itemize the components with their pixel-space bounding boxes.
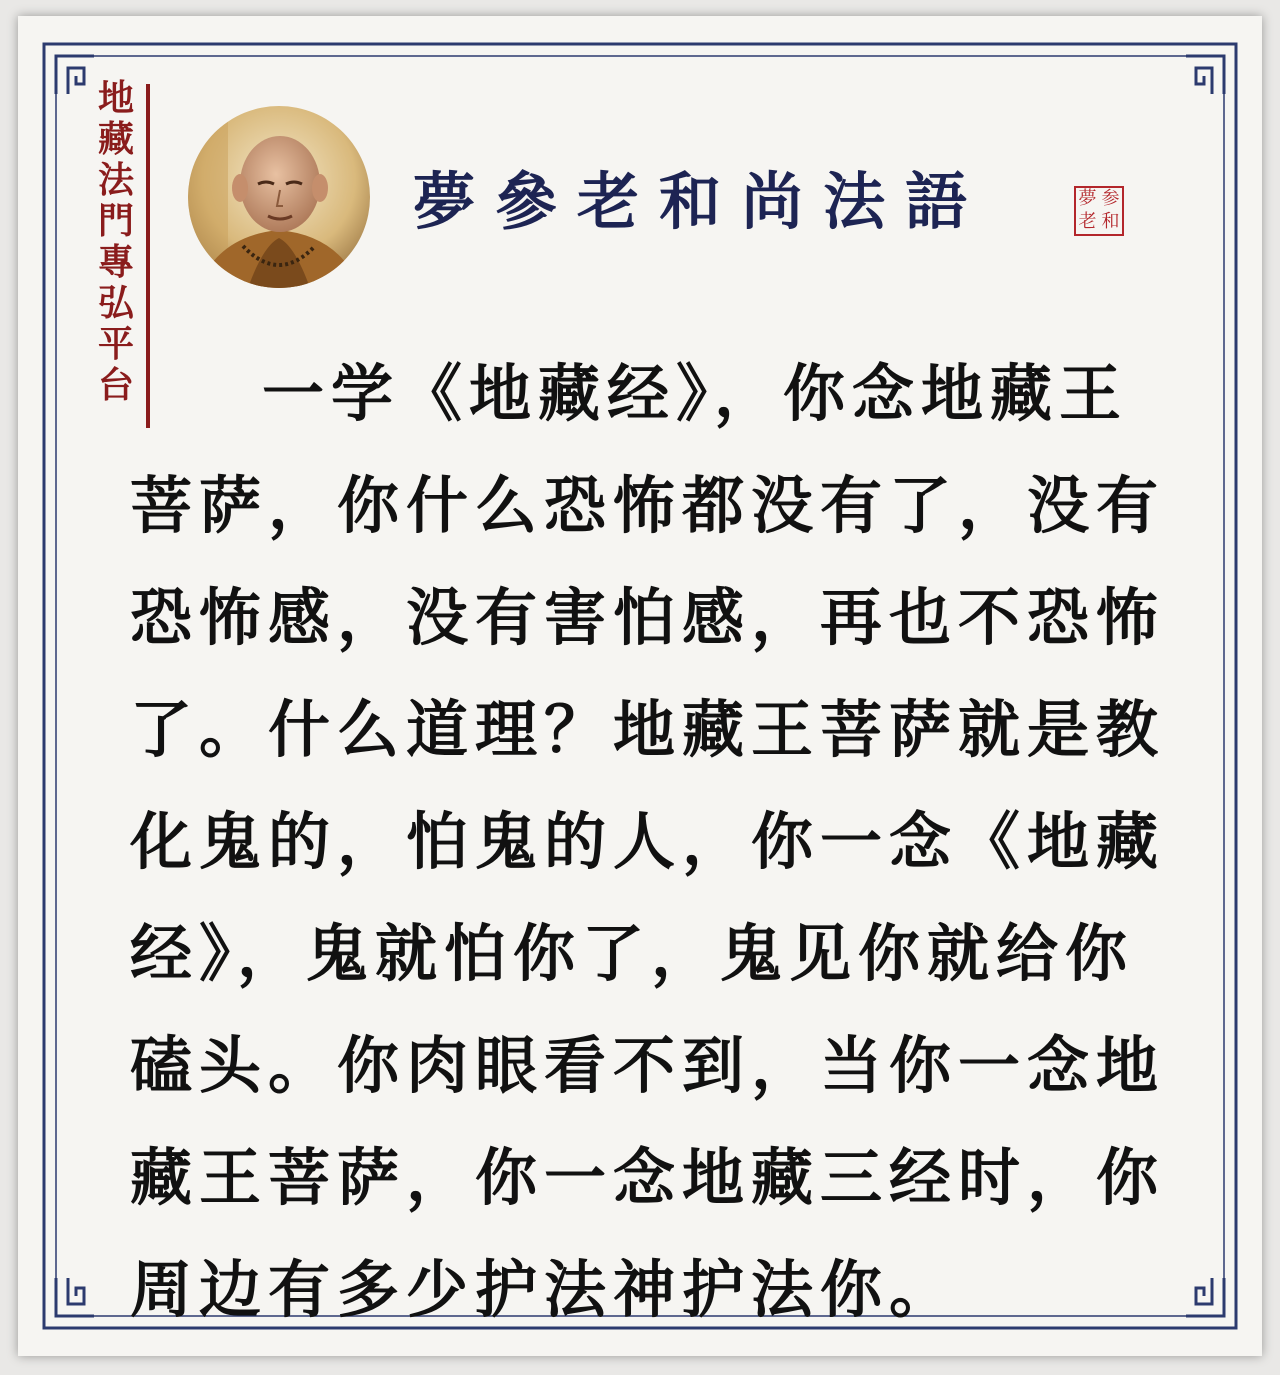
- side-title-char: 地: [97, 77, 134, 119]
- quote-card: [18, 16, 1262, 1356]
- side-title-char: 弘: [97, 282, 134, 324]
- title-char: 參: [495, 164, 558, 238]
- title-char: 尚: [741, 164, 804, 238]
- side-title-char: 台: [97, 364, 134, 406]
- seal-char: 老: [1078, 211, 1097, 232]
- title-char: 法: [823, 164, 886, 238]
- red-seal-stamp: [1074, 186, 1124, 236]
- side-title-char: 藏: [97, 118, 134, 160]
- title-char: 和: [659, 164, 722, 238]
- page-title: [413, 146, 967, 246]
- seal-char: 和: [1101, 211, 1120, 232]
- title-char: 老: [577, 164, 640, 238]
- side-title-char: 法: [97, 159, 134, 201]
- avatar: [188, 106, 370, 288]
- seal-char: 参: [1101, 188, 1120, 209]
- side-title-char: 專: [97, 241, 134, 283]
- title-char: 語: [905, 164, 968, 238]
- side-title-char: 平: [97, 323, 134, 365]
- seal-char: 夢: [1078, 188, 1097, 209]
- quote-body: 一学《地藏经》，你念地藏王菩萨，你什么恐怖都没有了，没有恐怖感，没有害怕感，再也不恐怖了。什么道理？地藏王菩萨就是教化鬼的，怕鬼的人，你一念《地藏经》，鬼就怕你了，鬼见你就给你磕头。你肉眼看不到，当你一念地藏王菩萨，你一念地藏三经时，你周边有多少护法神护法你。: [130, 357, 1166, 1326]
- side-title-char: 門: [97, 200, 134, 242]
- title-char: 夢: [413, 164, 476, 238]
